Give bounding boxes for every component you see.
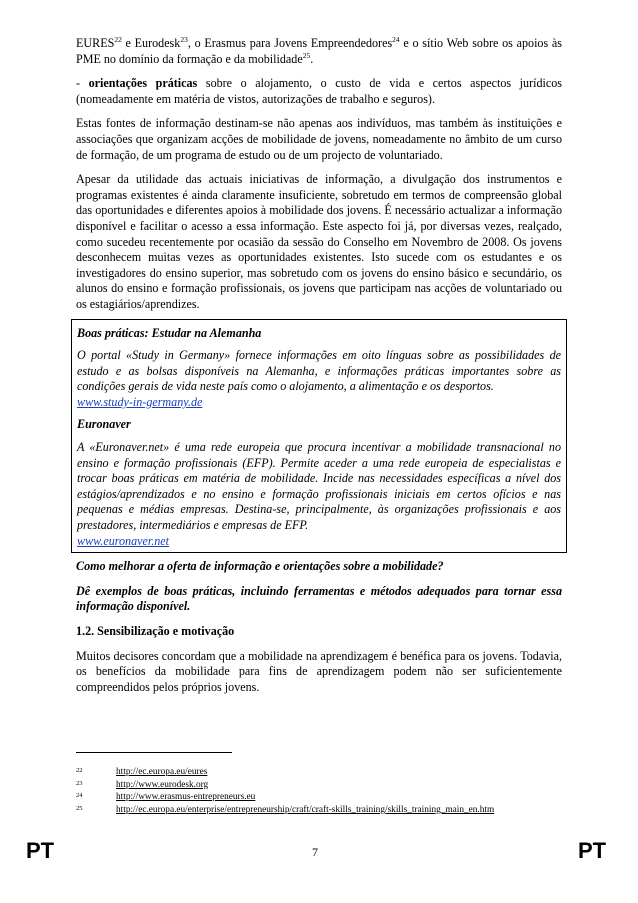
text-span: . bbox=[310, 51, 314, 66]
footnote-ref[interactable]: 22 bbox=[114, 35, 122, 44]
footnote-item bbox=[76, 766, 566, 779]
footnote-item bbox=[76, 779, 566, 792]
paragraph-sources bbox=[76, 36, 562, 67]
box-text-euronaver bbox=[77, 440, 561, 549]
box-title-euronaver: Euronaver bbox=[77, 417, 131, 432]
footnote-item bbox=[76, 791, 566, 804]
paragraph-practical-guidance bbox=[76, 76, 562, 107]
text-span: O portal «Study in Germany» fornece informações em oito línguas sobre as possibilidades de estudo e as bolsas disponíveis na Alemanha, e informações práticas importantes sobre as condições gerais de vida neste país como o alojamento, a alimentação e os desportos. bbox=[77, 348, 561, 394]
footnote-ref[interactable]: 24 bbox=[392, 35, 400, 44]
section-heading: 1.2. Sensibilização e motivação bbox=[76, 624, 235, 638]
footnote-item bbox=[76, 804, 566, 817]
footnote-ref[interactable]: 23 bbox=[180, 35, 188, 44]
list-dash: - bbox=[76, 76, 89, 91]
page-number: 7 bbox=[312, 845, 318, 859]
box-text-study-germany bbox=[77, 348, 561, 410]
language-code-left: PT bbox=[26, 838, 55, 863]
text-span: , o Erasmus para Jovens Empreendedores bbox=[187, 36, 393, 50]
footnote-ref[interactable]: 25 bbox=[302, 50, 311, 60]
footnote-number: 23 bbox=[76, 779, 83, 787]
question-good-practice-examples: Dê exemplos de boas práticas, incluindo ferramentas e métodos adequados para tornar essa informação disponível. bbox=[76, 583, 562, 614]
text-span: sobre o alojamento, o custo de vida e certos aspectos jurídicos (nomeadamente em matéria de vistos, autorizações de trabalho e seguros). bbox=[76, 76, 562, 106]
link-euronaver[interactable]: www.euronaver.net bbox=[77, 533, 170, 548]
footnote-link[interactable]: http://ec.europa.eu/enterprise/entrepreneurship/craft/craft-skills_training/skills_training_main_en.htm bbox=[116, 804, 495, 815]
paragraph-awareness: Muitos decisores concordam que a mobilidade na aprendizagem é benéfica para os jovens. Todavia, os benefícios da mobilidade para fins de aprendizagem podem não ser suficientemente compreendidos pelos próprios jovens. bbox=[76, 648, 562, 694]
footnote-divider bbox=[76, 752, 232, 753]
text-span: EURES bbox=[76, 36, 115, 50]
good-practices-box bbox=[71, 319, 567, 554]
text-span: A «Euronaver.net» é uma rede europeia que procura incentivar a mobilidade transnacional no ensino e formação profissionais (EFP). Permite aceder a uma rede europeia de especialistas e trocar boas práticas em matéria de mobilidade. Incide nas necessidades específicas a nível dos estágios/aprendizados e no ensino e formação profissionais iniciais em certos ofícios e nas pequenas e médias empresas. Destina-se, principalmente, às organizações profissionais e aos prestadores, intermediários e empresas de EFP. bbox=[77, 440, 561, 533]
bold-term: orientações práticas bbox=[88, 76, 198, 91]
footnote-number: 25 bbox=[76, 804, 83, 812]
footnote-link[interactable]: http://ec.europa.eu/eures bbox=[116, 767, 208, 777]
language-code-right: PT bbox=[578, 838, 607, 863]
footnote-link[interactable]: http://www.eurodesk.org bbox=[116, 779, 209, 790]
text-span: e o sítio Web sobre os apoios às PME no domínio da formação e da mobilidade bbox=[76, 36, 562, 66]
footnote-link[interactable]: http://www.erasmus-entrepreneurs.eu bbox=[116, 792, 256, 803]
link-study-in-germany[interactable]: www.study-in-germany.de bbox=[77, 394, 203, 409]
main-content bbox=[76, 36, 562, 704]
question-improve-information: Como melhorar a oferta de informação e orientações sobre a mobilidade? bbox=[76, 559, 444, 574]
box-title-study-germany: Boas práticas: Estudar na Alemanha bbox=[77, 325, 262, 340]
paragraph-target-audience: Estas fontes de informação destinam-se não apenas aos indivíduos, mas também às instituições e associações que organizam acções de mobilidade de jovens, nomeadamente no âmbito de um curso de formação, de um programa de estudo ou de um projecto de voluntariado. bbox=[76, 116, 562, 162]
footnote-number: 24 bbox=[76, 792, 83, 800]
footnote-number: 22 bbox=[76, 767, 83, 774]
text-span: e Eurodesk bbox=[121, 36, 181, 50]
paragraph-information-gap: Apesar da utilidade das actuais iniciativas de informação, a divulgação dos instrumentos e programas existentes é ainda claramente insuficiente, sobretudo em termos de compreensão global das oportunidades e diferentes apoios à mobilidade dos jovens. É necessário actualizar a informação disponível e facilitar o acesso a essa informação. Este aspecto foi já, por diversas vezes, realçado, como sucedeu recentemente por ocasião da sessão do Conselho em Novembro de 2008. Os jovens desconhecem muitas vezes as oportunidades existentes. Isto sucede com os estudantes e os investigadores do ensino superior, mas sobretudo com os jovens do ensino básico e secundário, os alunos do ensino e formação profissionais, os jovens que participam nas acções de voluntariado ou os estagiários/aprendizes. bbox=[76, 172, 562, 311]
footnotes bbox=[76, 766, 566, 816]
